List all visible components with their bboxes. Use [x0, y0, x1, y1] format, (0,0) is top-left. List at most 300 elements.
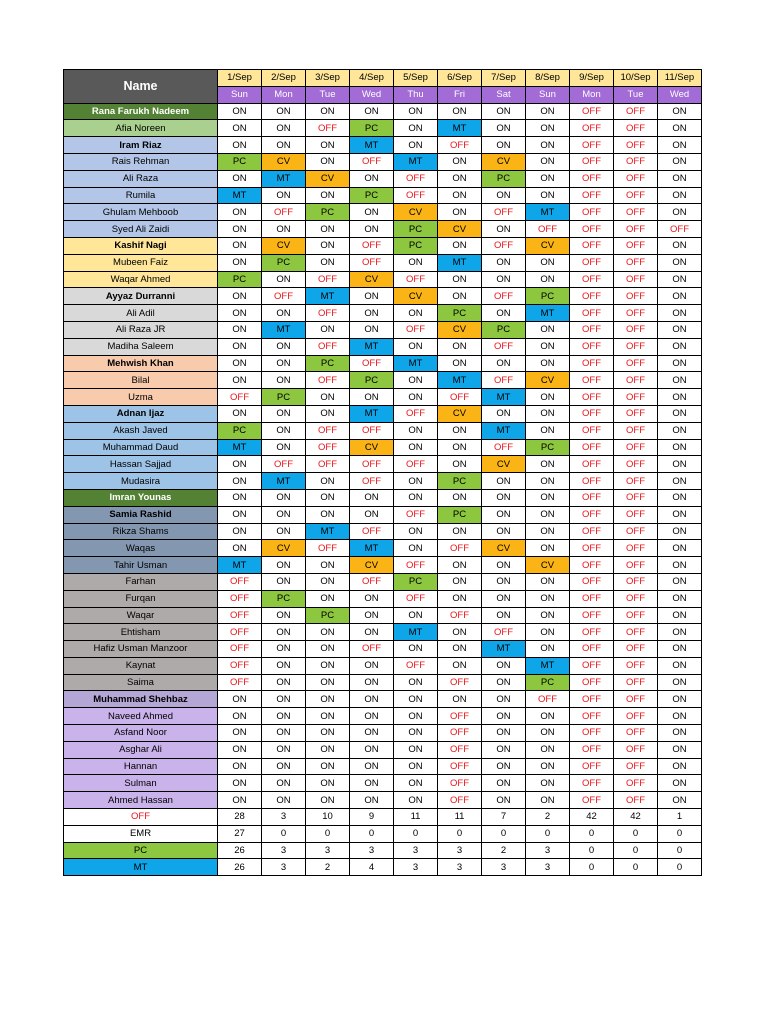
shift-cell[interactable]: PC	[350, 372, 394, 389]
shift-cell[interactable]: ON	[482, 221, 526, 238]
shift-cell[interactable]: ON	[482, 489, 526, 506]
shift-cell[interactable]: OFF	[306, 422, 350, 439]
shift-cell[interactable]: ON	[350, 321, 394, 338]
shift-cell[interactable]: ON	[482, 758, 526, 775]
employee-name-cell[interactable]: Ayyaz Durranni	[64, 288, 218, 305]
shift-cell[interactable]: ON	[306, 775, 350, 792]
shift-cell[interactable]: ON	[526, 120, 570, 137]
shift-cell[interactable]: ON	[394, 758, 438, 775]
shift-cell[interactable]: ON	[658, 741, 702, 758]
employee-name-cell[interactable]: Waqar Ahmed	[64, 271, 218, 288]
shift-cell[interactable]: PC	[482, 321, 526, 338]
employee-name-cell[interactable]: Kashif Nagi	[64, 237, 218, 254]
shift-cell[interactable]: ON	[658, 641, 702, 658]
employee-name-cell[interactable]: Waqar	[64, 607, 218, 624]
shift-cell[interactable]: OFF	[570, 540, 614, 557]
shift-cell[interactable]: OFF	[570, 725, 614, 742]
shift-cell[interactable]: PC	[218, 271, 262, 288]
shift-cell[interactable]: ON	[350, 624, 394, 641]
shift-cell[interactable]: ON	[438, 624, 482, 641]
shift-cell[interactable]: OFF	[614, 657, 658, 674]
shift-cell[interactable]: ON	[482, 708, 526, 725]
shift-cell[interactable]: OFF	[306, 372, 350, 389]
shift-cell[interactable]: OFF	[570, 792, 614, 809]
shift-cell[interactable]: ON	[218, 170, 262, 187]
shift-cell[interactable]: OFF	[570, 103, 614, 120]
shift-cell[interactable]: OFF	[482, 624, 526, 641]
employee-name-cell[interactable]: Waqas	[64, 540, 218, 557]
shift-cell[interactable]: OFF	[218, 657, 262, 674]
shift-cell[interactable]: ON	[262, 506, 306, 523]
shift-cell[interactable]: ON	[306, 708, 350, 725]
shift-cell[interactable]: ON	[218, 725, 262, 742]
shift-cell[interactable]: ON	[658, 540, 702, 557]
shift-cell[interactable]: CV	[526, 557, 570, 574]
shift-cell[interactable]: CV	[350, 271, 394, 288]
shift-cell[interactable]: ON	[218, 288, 262, 305]
shift-cell[interactable]: ON	[438, 523, 482, 540]
shift-cell[interactable]: MT	[526, 204, 570, 221]
employee-name-cell[interactable]: Mubeen Faiz	[64, 254, 218, 271]
shift-cell[interactable]: ON	[306, 389, 350, 406]
shift-cell[interactable]: ON	[350, 305, 394, 322]
shift-cell[interactable]: PC	[526, 288, 570, 305]
shift-cell[interactable]: PC	[350, 120, 394, 137]
shift-cell[interactable]: ON	[218, 473, 262, 490]
shift-cell[interactable]: ON	[394, 254, 438, 271]
shift-cell[interactable]: ON	[350, 590, 394, 607]
shift-cell[interactable]: ON	[526, 338, 570, 355]
shift-cell[interactable]: OFF	[218, 590, 262, 607]
shift-cell[interactable]: ON	[350, 674, 394, 691]
shift-cell[interactable]: ON	[526, 271, 570, 288]
shift-cell[interactable]: OFF	[262, 288, 306, 305]
employee-name-cell[interactable]: Ali Raza	[64, 170, 218, 187]
shift-cell[interactable]: ON	[262, 439, 306, 456]
employee-name-cell[interactable]: Afia Noreen	[64, 120, 218, 137]
shift-cell[interactable]: ON	[262, 120, 306, 137]
shift-cell[interactable]: ON	[262, 725, 306, 742]
shift-cell[interactable]: MT	[438, 372, 482, 389]
shift-cell[interactable]: ON	[218, 540, 262, 557]
shift-cell[interactable]: MT	[262, 473, 306, 490]
shift-cell[interactable]: MT	[262, 170, 306, 187]
shift-cell[interactable]: ON	[482, 725, 526, 742]
shift-cell[interactable]: OFF	[570, 221, 614, 238]
shift-cell[interactable]: ON	[350, 489, 394, 506]
shift-cell[interactable]: ON	[262, 674, 306, 691]
date-header[interactable]: 1/Sep	[218, 70, 262, 87]
shift-cell[interactable]: ON	[526, 137, 570, 154]
shift-cell[interactable]: OFF	[570, 657, 614, 674]
shift-cell[interactable]: ON	[658, 523, 702, 540]
shift-cell[interactable]: MT	[306, 523, 350, 540]
shift-cell[interactable]: PC	[438, 473, 482, 490]
shift-cell[interactable]: OFF	[614, 540, 658, 557]
shift-cell[interactable]: ON	[658, 439, 702, 456]
shift-cell[interactable]: ON	[438, 573, 482, 590]
shift-cell[interactable]: OFF	[350, 153, 394, 170]
weekday-header[interactable]: Sun	[526, 86, 570, 103]
shift-cell[interactable]: ON	[306, 557, 350, 574]
shift-cell[interactable]: ON	[394, 792, 438, 809]
shift-cell[interactable]: MT	[218, 439, 262, 456]
shift-cell[interactable]: ON	[350, 708, 394, 725]
shift-cell[interactable]: MT	[482, 641, 526, 658]
shift-cell[interactable]: ON	[526, 187, 570, 204]
shift-cell[interactable]: OFF	[614, 288, 658, 305]
shift-cell[interactable]: ON	[526, 708, 570, 725]
shift-cell[interactable]: ON	[658, 389, 702, 406]
shift-cell[interactable]: PC	[482, 170, 526, 187]
shift-cell[interactable]: OFF	[570, 691, 614, 708]
shift-cell[interactable]: ON	[262, 187, 306, 204]
shift-cell[interactable]: ON	[658, 725, 702, 742]
shift-cell[interactable]: OFF	[614, 473, 658, 490]
shift-cell[interactable]: ON	[306, 641, 350, 658]
employee-name-cell[interactable]: Rumila	[64, 187, 218, 204]
shift-cell[interactable]: ON	[218, 758, 262, 775]
shift-cell[interactable]: ON	[218, 792, 262, 809]
shift-cell[interactable]: ON	[438, 153, 482, 170]
shift-cell[interactable]: OFF	[614, 708, 658, 725]
shift-cell[interactable]: OFF	[614, 741, 658, 758]
shift-cell[interactable]: ON	[658, 691, 702, 708]
shift-cell[interactable]: ON	[482, 506, 526, 523]
shift-cell[interactable]: ON	[218, 489, 262, 506]
shift-cell[interactable]: OFF	[350, 422, 394, 439]
shift-cell[interactable]: ON	[218, 305, 262, 322]
shift-cell[interactable]: ON	[262, 641, 306, 658]
shift-cell[interactable]: ON	[438, 204, 482, 221]
shift-cell[interactable]: ON	[658, 473, 702, 490]
shift-cell[interactable]: OFF	[614, 674, 658, 691]
shift-cell[interactable]: ON	[306, 741, 350, 758]
shift-cell[interactable]: ON	[350, 607, 394, 624]
shift-cell[interactable]: ON	[306, 103, 350, 120]
shift-cell[interactable]: OFF	[218, 624, 262, 641]
shift-cell[interactable]: OFF	[262, 456, 306, 473]
shift-cell[interactable]: ON	[438, 590, 482, 607]
shift-cell[interactable]: OFF	[570, 355, 614, 372]
shift-cell[interactable]: MT	[526, 657, 570, 674]
shift-cell[interactable]: ON	[394, 540, 438, 557]
shift-cell[interactable]: PC	[394, 237, 438, 254]
shift-cell[interactable]: ON	[394, 523, 438, 540]
weekday-header[interactable]: Wed	[658, 86, 702, 103]
shift-cell[interactable]: MT	[482, 389, 526, 406]
shift-cell[interactable]: PC	[526, 674, 570, 691]
shift-cell[interactable]: OFF	[570, 153, 614, 170]
shift-cell[interactable]: ON	[526, 473, 570, 490]
employee-name-cell[interactable]: Uzma	[64, 389, 218, 406]
shift-cell[interactable]: OFF	[482, 439, 526, 456]
employee-name-cell[interactable]: Kaynat	[64, 657, 218, 674]
shift-cell[interactable]: PC	[262, 590, 306, 607]
shift-cell[interactable]: OFF	[614, 691, 658, 708]
shift-cell[interactable]: OFF	[614, 305, 658, 322]
date-header[interactable]: 5/Sep	[394, 70, 438, 87]
employee-name-cell[interactable]: Madiha Saleem	[64, 338, 218, 355]
shift-cell[interactable]: ON	[526, 573, 570, 590]
shift-cell[interactable]: ON	[438, 657, 482, 674]
shift-cell[interactable]: ON	[262, 657, 306, 674]
shift-cell[interactable]: ON	[658, 288, 702, 305]
shift-cell[interactable]: ON	[658, 170, 702, 187]
shift-cell[interactable]: ON	[526, 254, 570, 271]
shift-cell[interactable]: ON	[482, 674, 526, 691]
shift-cell[interactable]: CV	[306, 170, 350, 187]
shift-cell[interactable]: ON	[526, 725, 570, 742]
shift-cell[interactable]: ON	[482, 103, 526, 120]
shift-cell[interactable]: ON	[526, 103, 570, 120]
date-header[interactable]: 2/Sep	[262, 70, 306, 87]
employee-name-cell[interactable]: Ali Adil	[64, 305, 218, 322]
shift-cell[interactable]: CV	[438, 405, 482, 422]
shift-cell[interactable]: ON	[218, 506, 262, 523]
shift-cell[interactable]: CV	[526, 237, 570, 254]
shift-cell[interactable]: OFF	[614, 641, 658, 658]
date-header[interactable]: 10/Sep	[614, 70, 658, 87]
shift-cell[interactable]: PC	[306, 607, 350, 624]
shift-cell[interactable]: ON	[306, 691, 350, 708]
shift-cell[interactable]: ON	[306, 758, 350, 775]
shift-cell[interactable]: ON	[482, 271, 526, 288]
shift-cell[interactable]: OFF	[570, 473, 614, 490]
shift-cell[interactable]: CV	[482, 540, 526, 557]
shift-cell[interactable]: OFF	[482, 288, 526, 305]
shift-cell[interactable]: OFF	[614, 725, 658, 742]
employee-name-cell[interactable]: Farhan	[64, 573, 218, 590]
shift-cell[interactable]: CV	[438, 321, 482, 338]
shift-cell[interactable]: PC	[394, 573, 438, 590]
shift-cell[interactable]: OFF	[570, 674, 614, 691]
shift-cell[interactable]: OFF	[570, 607, 614, 624]
shift-cell[interactable]: ON	[394, 641, 438, 658]
shift-cell[interactable]: OFF	[570, 237, 614, 254]
shift-cell[interactable]: OFF	[394, 170, 438, 187]
shift-cell[interactable]: OFF	[438, 741, 482, 758]
shift-cell[interactable]: ON	[262, 338, 306, 355]
shift-cell[interactable]: ON	[482, 557, 526, 574]
shift-cell[interactable]: ON	[438, 355, 482, 372]
shift-cell[interactable]: ON	[658, 674, 702, 691]
shift-cell[interactable]: ON	[306, 489, 350, 506]
shift-cell[interactable]: ON	[218, 523, 262, 540]
shift-cell[interactable]: ON	[658, 456, 702, 473]
shift-cell[interactable]: CV	[394, 204, 438, 221]
shift-cell[interactable]: ON	[350, 775, 394, 792]
shift-cell[interactable]: ON	[306, 221, 350, 238]
shift-cell[interactable]: OFF	[438, 389, 482, 406]
shift-cell[interactable]: CV	[350, 439, 394, 456]
shift-cell[interactable]: PC	[218, 153, 262, 170]
shift-cell[interactable]: ON	[658, 422, 702, 439]
shift-cell[interactable]: ON	[482, 573, 526, 590]
employee-name-cell[interactable]: Sulman	[64, 775, 218, 792]
shift-cell[interactable]: ON	[306, 254, 350, 271]
shift-cell[interactable]: ON	[262, 624, 306, 641]
employee-name-cell[interactable]: Rikza Shams	[64, 523, 218, 540]
shift-cell[interactable]: CV	[526, 372, 570, 389]
shift-cell[interactable]: ON	[482, 792, 526, 809]
employee-name-cell[interactable]: Hafiz Usman Manzoor	[64, 641, 218, 658]
shift-cell[interactable]: OFF	[350, 523, 394, 540]
shift-cell[interactable]: ON	[306, 187, 350, 204]
employee-name-cell[interactable]: Ahmed Hassan	[64, 792, 218, 809]
shift-cell[interactable]: CV	[262, 153, 306, 170]
employee-name-cell[interactable]: Adnan Ijaz	[64, 405, 218, 422]
shift-cell[interactable]: OFF	[614, 321, 658, 338]
shift-cell[interactable]: ON	[218, 103, 262, 120]
shift-cell[interactable]: OFF	[570, 204, 614, 221]
shift-cell[interactable]: ON	[306, 237, 350, 254]
shift-cell[interactable]: OFF	[570, 506, 614, 523]
shift-cell[interactable]: ON	[658, 321, 702, 338]
shift-cell[interactable]: OFF	[438, 607, 482, 624]
shift-cell[interactable]: ON	[306, 506, 350, 523]
shift-cell[interactable]: MT	[306, 288, 350, 305]
shift-cell[interactable]: OFF	[614, 137, 658, 154]
shift-cell[interactable]: ON	[262, 557, 306, 574]
shift-cell[interactable]: OFF	[394, 657, 438, 674]
employee-name-cell[interactable]: Bilal	[64, 372, 218, 389]
shift-cell[interactable]: ON	[526, 624, 570, 641]
shift-cell[interactable]: ON	[306, 725, 350, 742]
shift-cell[interactable]: ON	[526, 489, 570, 506]
shift-cell[interactable]: OFF	[482, 204, 526, 221]
shift-cell[interactable]: OFF	[570, 456, 614, 473]
shift-cell[interactable]: OFF	[614, 389, 658, 406]
shift-cell[interactable]: OFF	[350, 237, 394, 254]
shift-cell[interactable]: ON	[658, 355, 702, 372]
shift-cell[interactable]: ON	[394, 338, 438, 355]
shift-cell[interactable]: ON	[526, 758, 570, 775]
weekday-header[interactable]: Fri	[438, 86, 482, 103]
shift-cell[interactable]: ON	[658, 120, 702, 137]
shift-cell[interactable]: ON	[438, 103, 482, 120]
shift-cell[interactable]: ON	[482, 590, 526, 607]
weekday-header[interactable]: Thu	[394, 86, 438, 103]
shift-cell[interactable]: OFF	[394, 557, 438, 574]
shift-cell[interactable]: CV	[394, 288, 438, 305]
shift-cell[interactable]: ON	[526, 641, 570, 658]
shift-cell[interactable]: ON	[482, 137, 526, 154]
shift-cell[interactable]: ON	[350, 221, 394, 238]
shift-cell[interactable]: OFF	[570, 573, 614, 590]
shift-cell[interactable]: OFF	[614, 792, 658, 809]
shift-cell[interactable]: OFF	[438, 137, 482, 154]
shift-cell[interactable]: ON	[658, 137, 702, 154]
shift-cell[interactable]: MT	[350, 338, 394, 355]
date-header[interactable]: 7/Sep	[482, 70, 526, 87]
shift-cell[interactable]: ON	[658, 573, 702, 590]
shift-cell[interactable]: ON	[482, 355, 526, 372]
shift-cell[interactable]: ON	[658, 775, 702, 792]
date-header[interactable]: 9/Sep	[570, 70, 614, 87]
shift-cell[interactable]: ON	[394, 708, 438, 725]
shift-cell[interactable]: PC	[350, 187, 394, 204]
shift-cell[interactable]: OFF	[570, 624, 614, 641]
shift-cell[interactable]: OFF	[570, 758, 614, 775]
date-header[interactable]: 4/Sep	[350, 70, 394, 87]
shift-cell[interactable]: ON	[218, 456, 262, 473]
shift-cell[interactable]: OFF	[570, 590, 614, 607]
shift-cell[interactable]: ON	[218, 254, 262, 271]
shift-cell[interactable]: OFF	[570, 187, 614, 204]
shift-cell[interactable]: OFF	[570, 489, 614, 506]
date-header[interactable]: 11/Sep	[658, 70, 702, 87]
shift-cell[interactable]: OFF	[614, 758, 658, 775]
shift-cell[interactable]: OFF	[614, 153, 658, 170]
shift-cell[interactable]: OFF	[570, 120, 614, 137]
shift-cell[interactable]: ON	[262, 775, 306, 792]
shift-cell[interactable]: ON	[350, 725, 394, 742]
shift-cell[interactable]: OFF	[614, 489, 658, 506]
employee-name-cell[interactable]: Asghar Ali	[64, 741, 218, 758]
shift-cell[interactable]: OFF	[614, 271, 658, 288]
shift-cell[interactable]: ON	[306, 473, 350, 490]
shift-cell[interactable]: ON	[658, 305, 702, 322]
shift-cell[interactable]: ON	[658, 237, 702, 254]
employee-name-cell[interactable]: Ali Raza JR	[64, 321, 218, 338]
shift-cell[interactable]: ON	[306, 153, 350, 170]
shift-cell[interactable]: ON	[350, 741, 394, 758]
shift-cell[interactable]: ON	[350, 691, 394, 708]
shift-cell[interactable]: ON	[218, 321, 262, 338]
shift-cell[interactable]: OFF	[438, 674, 482, 691]
shift-cell[interactable]: ON	[394, 103, 438, 120]
shift-cell[interactable]: ON	[350, 657, 394, 674]
shift-cell[interactable]: ON	[658, 254, 702, 271]
shift-cell[interactable]: OFF	[350, 254, 394, 271]
shift-cell[interactable]: OFF	[570, 338, 614, 355]
shift-cell[interactable]: MT	[350, 137, 394, 154]
shift-cell[interactable]: OFF	[394, 405, 438, 422]
shift-cell[interactable]: ON	[438, 641, 482, 658]
shift-cell[interactable]: ON	[218, 120, 262, 137]
shift-cell[interactable]: ON	[218, 221, 262, 238]
shift-cell[interactable]: MT	[482, 422, 526, 439]
shift-cell[interactable]: ON	[262, 489, 306, 506]
shift-cell[interactable]: OFF	[614, 254, 658, 271]
shift-cell[interactable]: ON	[658, 338, 702, 355]
shift-cell[interactable]: ON	[394, 389, 438, 406]
shift-cell[interactable]: ON	[482, 305, 526, 322]
shift-cell[interactable]: PC	[438, 506, 482, 523]
shift-cell[interactable]: ON	[394, 305, 438, 322]
employee-name-cell[interactable]: Akash Javed	[64, 422, 218, 439]
shift-cell[interactable]: OFF	[570, 557, 614, 574]
shift-cell[interactable]: ON	[262, 103, 306, 120]
shift-cell[interactable]: OFF	[218, 607, 262, 624]
employee-name-cell[interactable]: Ehtisham	[64, 624, 218, 641]
shift-cell[interactable]: ON	[262, 708, 306, 725]
shift-cell[interactable]: ON	[306, 137, 350, 154]
shift-cell[interactable]: OFF	[394, 590, 438, 607]
shift-cell[interactable]: ON	[262, 741, 306, 758]
shift-cell[interactable]: ON	[262, 372, 306, 389]
shift-cell[interactable]: OFF	[262, 204, 306, 221]
shift-cell[interactable]: ON	[394, 439, 438, 456]
shift-cell[interactable]: PC	[306, 204, 350, 221]
shift-cell[interactable]: ON	[438, 237, 482, 254]
shift-cell[interactable]: MT	[218, 187, 262, 204]
shift-cell[interactable]: OFF	[570, 523, 614, 540]
shift-cell[interactable]: OFF	[614, 221, 658, 238]
shift-cell[interactable]: OFF	[482, 372, 526, 389]
shift-cell[interactable]: OFF	[570, 741, 614, 758]
